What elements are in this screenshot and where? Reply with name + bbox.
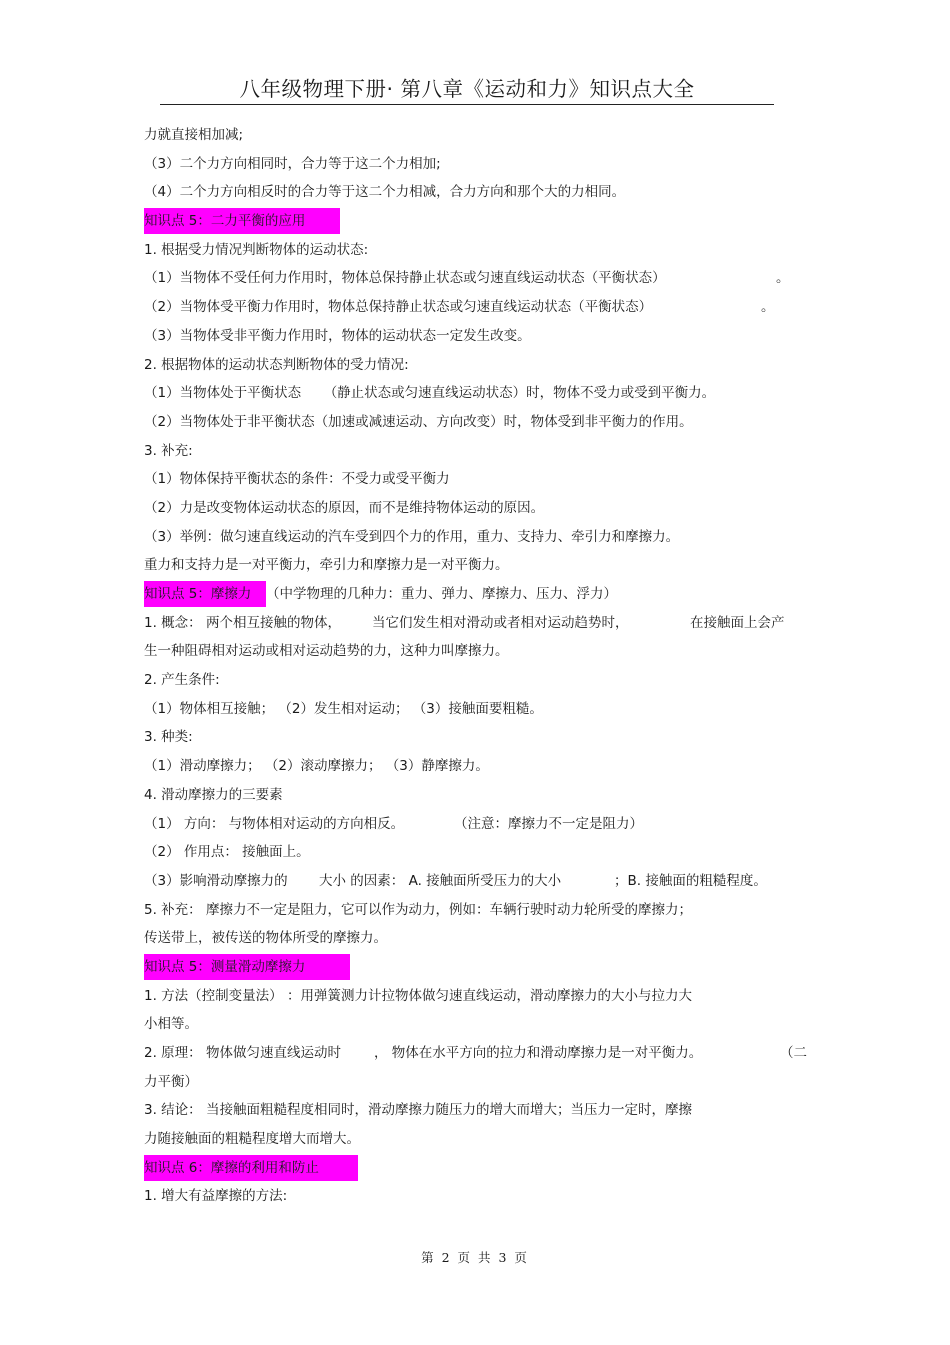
text-line: （2）当物体处于非平衡状态（加速或减速运动、方向改变）时，物体受到非平衡力的作用。: [144, 413, 693, 430]
text-line: 力平衡）: [144, 1073, 198, 1090]
text-line: [144, 264, 809, 293]
heading-highlight: 知识点 5：测量滑动摩擦力: [144, 954, 350, 980]
text-line: （3）二个力方向相同时，合力等于这二个力相加;: [144, 155, 441, 172]
text-line: （3）举例：做匀速直线运动的汽车受到四个力的作用，重力、支持力、牵引力和摩擦力。: [144, 528, 680, 545]
knowledge-point-heading: [144, 207, 809, 236]
text-segment: （注意：摩擦力不一定是阻力）: [454, 815, 643, 832]
text-segment: （中学物理的几种力：重力、弹力、摩擦力、压力、浮力）: [266, 586, 617, 602]
text-line: （1）滑动摩擦力； （2）滚动摩擦力； （3）静摩擦力。: [144, 758, 489, 775]
text-line: （4）二个力方向相反时的合力等于这二个力相减，合力方向和那个大的力相同。: [144, 184, 626, 201]
text-segment: （1） 方向： 与物体相对运动的方向相反。: [144, 815, 405, 832]
text-segment: ， 物体在水平方向的拉力和滑动摩擦力是一对平衡力。: [374, 1045, 703, 1061]
text-line: （3）当物体受非平衡力作用时，物体的运动状态一定发生改变。: [144, 327, 531, 344]
page-title: 八年级物理下册· 第八章《运动和力》知识点大全: [239, 77, 695, 101]
text-line: 3. 种类:: [144, 729, 193, 746]
heading-highlight: 知识点 5：二力平衡的应用: [144, 208, 340, 234]
text-line: （2） 作用点： 接触面上。: [144, 844, 310, 861]
text-segment: （3）影响滑动摩擦力的: [144, 872, 288, 889]
text-line: 1. 方法（控制变量法） ：用弹簧测力计拉物体做匀速直线运动，滑动摩擦力的大小与拉力大: [144, 987, 692, 1004]
text-line: 4. 滑动摩擦力的三要素: [144, 786, 283, 803]
text-line: 传送带上，被传送的物体所受的摩擦力。: [144, 930, 387, 947]
text-line: 5. 补充： 摩擦力不一定是阻力，它可以作为动力，例如：车辆行驶时动力轮所受的摩擦力；: [144, 901, 692, 918]
text-segment: 当它们发生相对滑动或者相对运动趋势时，: [372, 614, 629, 631]
text-line: 3. 结论： 当接触面粗糙程度相同时，滑动摩擦力随压力的增大而增大；当压力一定时，摩擦: [144, 1102, 692, 1119]
text-line: [144, 810, 809, 839]
text-segment: 大小 的因素： A. 接触面所受压力的大小: [319, 872, 562, 889]
text-segment: 1. 概念： 两个相互接触的物体，: [144, 614, 341, 631]
knowledge-point-heading: [144, 1154, 809, 1183]
text-line: [144, 293, 809, 322]
text-segment: （静止状态或匀速直线运动状态）时，物体不受力或受到平衡力。: [323, 385, 716, 402]
text-line: 2. 产生条件:: [144, 672, 220, 689]
heading-highlight: 知识点 6：摩擦的利用和防止: [144, 1155, 358, 1181]
text-segment: 。: [776, 270, 790, 287]
text-line: 重力和支持力是一对平衡力，牵引力和摩擦力是一对平衡力。: [144, 557, 509, 574]
text-segment: （1）当物体处于平衡状态: [144, 385, 302, 402]
text-line: （1）物体相互接触； （2）发生相对运动； （3）接触面要粗糙。: [144, 700, 543, 717]
text-line: （2）力是改变物体运动状态的原因，而不是维持物体运动的原因。: [144, 499, 545, 516]
text-line: [144, 1039, 809, 1068]
text-segment: （2）当物体受平衡力作用时，物体总保持静止状态或匀速直线运动状态（平衡状态）: [144, 299, 653, 316]
text-line: 力随接触面的粗糙程度增大而增大。: [144, 1131, 360, 1148]
text-line: 3. 补充:: [144, 442, 193, 459]
text-segment: 在接触面上会产: [690, 614, 785, 631]
title-divider: [160, 104, 774, 105]
text-segment: 。: [761, 299, 775, 316]
text-line: 力就直接相加减;: [144, 127, 244, 143]
text-line: （1）物体保持平衡状态的条件：不受力或受平衡力: [144, 471, 450, 488]
text-line: [144, 867, 809, 896]
text-segment: 2. 原理： 物体做匀速直线运动时: [144, 1045, 341, 1061]
document-body: [144, 121, 809, 1211]
heading-highlight: 知识点 5：摩擦力: [144, 581, 266, 607]
text-line: 生一种阻碍相对运动或相对运动趋势的力，这种力叫摩擦力。: [144, 643, 509, 660]
text-segment: ；B. 接触面的粗糙程度。: [614, 872, 767, 889]
text-segment: （二: [780, 1045, 807, 1061]
text-line: [144, 609, 809, 638]
text-line: [144, 379, 809, 408]
text-segment: （1）当物体不受任何力作用时，物体总保持静止状态或匀速直线运动状态（平衡状态）: [144, 270, 666, 287]
knowledge-point-heading: [144, 580, 809, 609]
text-line: 1. 增大有益摩擦的方法:: [144, 1188, 288, 1205]
page-number: 第 2 页 共 3 页: [421, 1250, 529, 1265]
knowledge-point-heading: [144, 953, 809, 982]
text-line: 2. 根据物体的运动状态判断物体的受力情况:: [144, 356, 409, 373]
text-line: 小相等。: [144, 1016, 198, 1033]
text-line: 1. 根据受力情况判断物体的运动状态:: [144, 241, 369, 258]
